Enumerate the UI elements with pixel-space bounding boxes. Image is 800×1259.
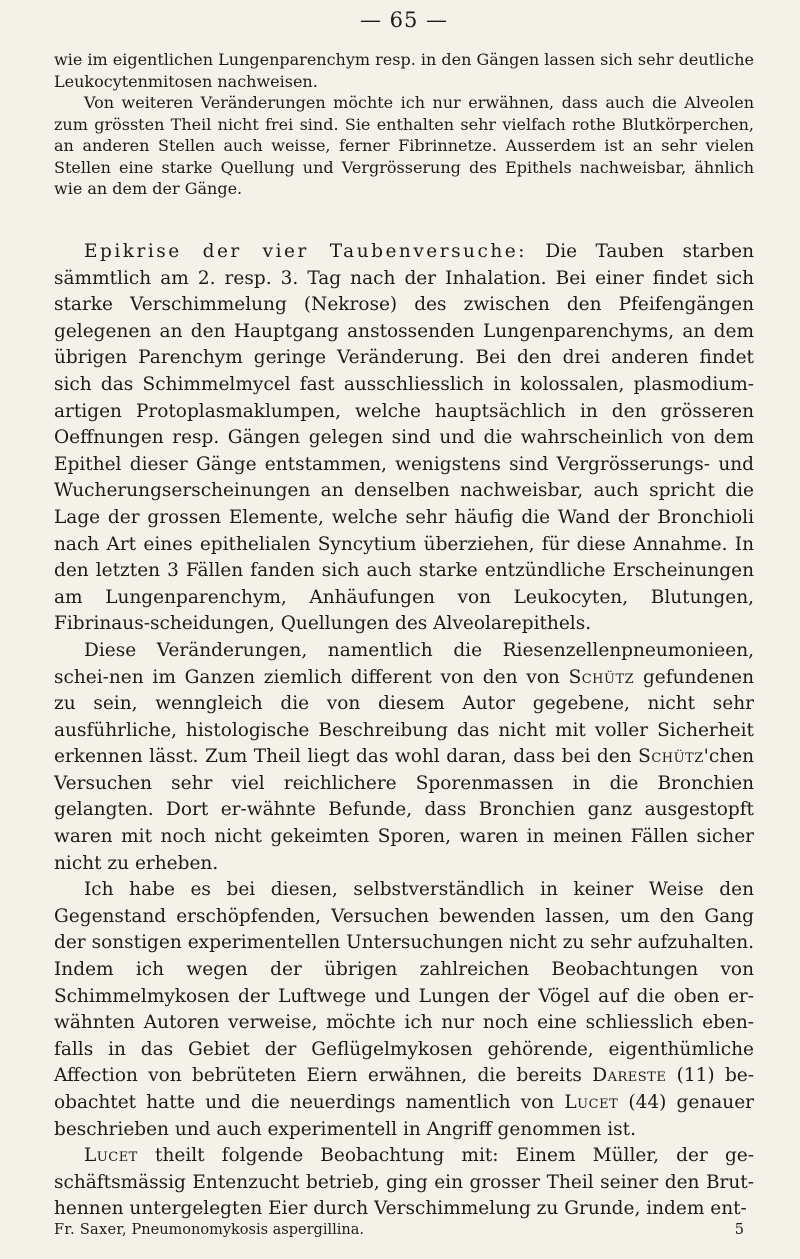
para3-text-2: (11) be-obachtet hatte und die neuerdings namentlich von	[54, 1065, 754, 1113]
paragraph-epikrise	[54, 239, 754, 638]
para2-text-1: Diese Veränderungen, namentlich die Riesenzellenpneumonieen, schei-nen im Ganzen ziemlich different von den von	[54, 639, 754, 688]
para3-text-3: (44) genauer beschrieben und auch experimentell in Angriff genommen ist.	[54, 1092, 754, 1140]
small-paragraph-continuation: wie im eigentlichen Lungenparenchym resp. in den Gängen lassen sich sehr deutliche Leukocytenmitosen nachweisen.	[54, 50, 754, 91]
epikrise-text: Die Tauben starben sämmtlich am 2. resp. 3. Tag nach der Inhalation. Bei einer findet sich starke Verschimmelung (Nekrose) des zwischen den Pfeifengängen gelegenen an den Hauptgang anstossenden Lungenparenchyms, an dem übrigen Parenchym geringe Veränderung. Bei den drei anderen findet sich das Schimmelmycel fast ausschliesslich in kolossalen, plasmodium-artigen Protoplasmaklumpen, welche hauptsächlich in den grösseren Oeffnungen resp. Gängen gelegen sind und die wahrscheinlich von dem Epithel dieser Gänge entstammen, wenigstens sind Vergrösserungs- und Wucherungserscheinungen an denselben nachweisbar, auch spricht die Lage der grossen Elemente, welche sehr häufig die Wand der Bronchioli nach Art eines epithelialen Syncytium überziehen, für diese Annahme. In den letzten 3 Fällen fanden sich auch starke entzündliche Erscheinungen am Lungenparenchym, Anhäufungen von Leukocyten, Blutungen, Fibrinaus-scheidungen, Quellungen des Alveolarepithels.	[54, 241, 754, 635]
author-name-schuetz-2: Schütz	[638, 746, 704, 768]
footer-author: Fr. Saxer,	[54, 1222, 127, 1238]
para4-text-1: theilt folgende Beobachtung mit: Einem Müller, der ge-schäftsmässig Entenzucht betrieb, ging ein grosser Theil seiner den Brut-hennen untergelegten Eier durch Verschimmelung zu Grunde, indem ent-	[54, 1145, 754, 1220]
main-text-block	[54, 239, 754, 1223]
footer-sheet-number: 5	[734, 1222, 744, 1238]
author-name-schuetz: Schütz	[568, 666, 635, 688]
footer-signature	[54, 1222, 364, 1238]
paragraph-versuche	[54, 877, 754, 1143]
paragraph-lucet	[54, 1143, 754, 1223]
author-name-lucet-2: Lucet	[84, 1145, 138, 1167]
author-name-dareste: Dareste	[592, 1065, 667, 1087]
page-number-header: — 65 —	[359, 8, 449, 32]
small-print-block	[54, 49, 754, 200]
book-page	[54, 0, 754, 1259]
footer-title: Pneumonomykosis aspergillina.	[126, 1222, 364, 1238]
epikrise-heading: Epikrise der vier Taubenversuche:	[84, 241, 527, 262]
author-name-lucet: Lucet	[564, 1092, 619, 1113]
small-paragraph-alveolen: Von weiteren Veränderungen möchte ich nur erwähnen, dass auch die Alveolen zum grössten Theil nicht frei sind. Sie enthalten sehr vielfach rothe Blutkörperchen, an anderen Stellen auch weisse, ferner Fibrinnetze. Ausserdem ist an sehr vielen Stellen eine starke Quellung und Vergrösserung des Epithels nachweisbar, ähnlich wie an dem der Gänge.	[54, 93, 754, 198]
sheet-footer	[54, 1222, 744, 1238]
para2-text-3: 'chen Versuchen sehr viel reichlichere Sporenmassen in die Bronchien gelangten. Dort er-wähnte Befunde, dass Bronchien ganz ausgestopft waren mit noch nicht gekeimten Sporen, waren in meinen Fällen sicher nicht zu erheben.	[54, 746, 754, 874]
paragraph-veraenderungen	[54, 638, 754, 877]
para2-text-2: gefundenen zu sein, wenngleich die von diesem Autor gegebene, nicht sehr ausführliche, histologische Beschreibung das nicht mit voller Sicherheit erkennen lässt. Zum Theil liegt das wohl daran, dass bei den	[54, 666, 754, 768]
para3-text-1: Ich habe es bei diesen, selbstverständlich in keiner Weise den Gegenstand erschöpfenden, Versuchen bewenden lassen, um den Gang der sonstigen experimentellen Untersuchungen nicht zu sehr aufzuhalten. Indem ich wegen der übrigen zahlreichen Beobachtungen von Schimmelmykosen der Luftwege und Lungen der Vögel auf die oben er-wähnten Autoren verweise, möchte ich nur noch eine schliesslich eben-falls in das Gebiet der Geflügelmykosen gehörende, eigenthümliche Affection von bebrüteten Eiern erwähnen, die bereits	[54, 879, 754, 1087]
